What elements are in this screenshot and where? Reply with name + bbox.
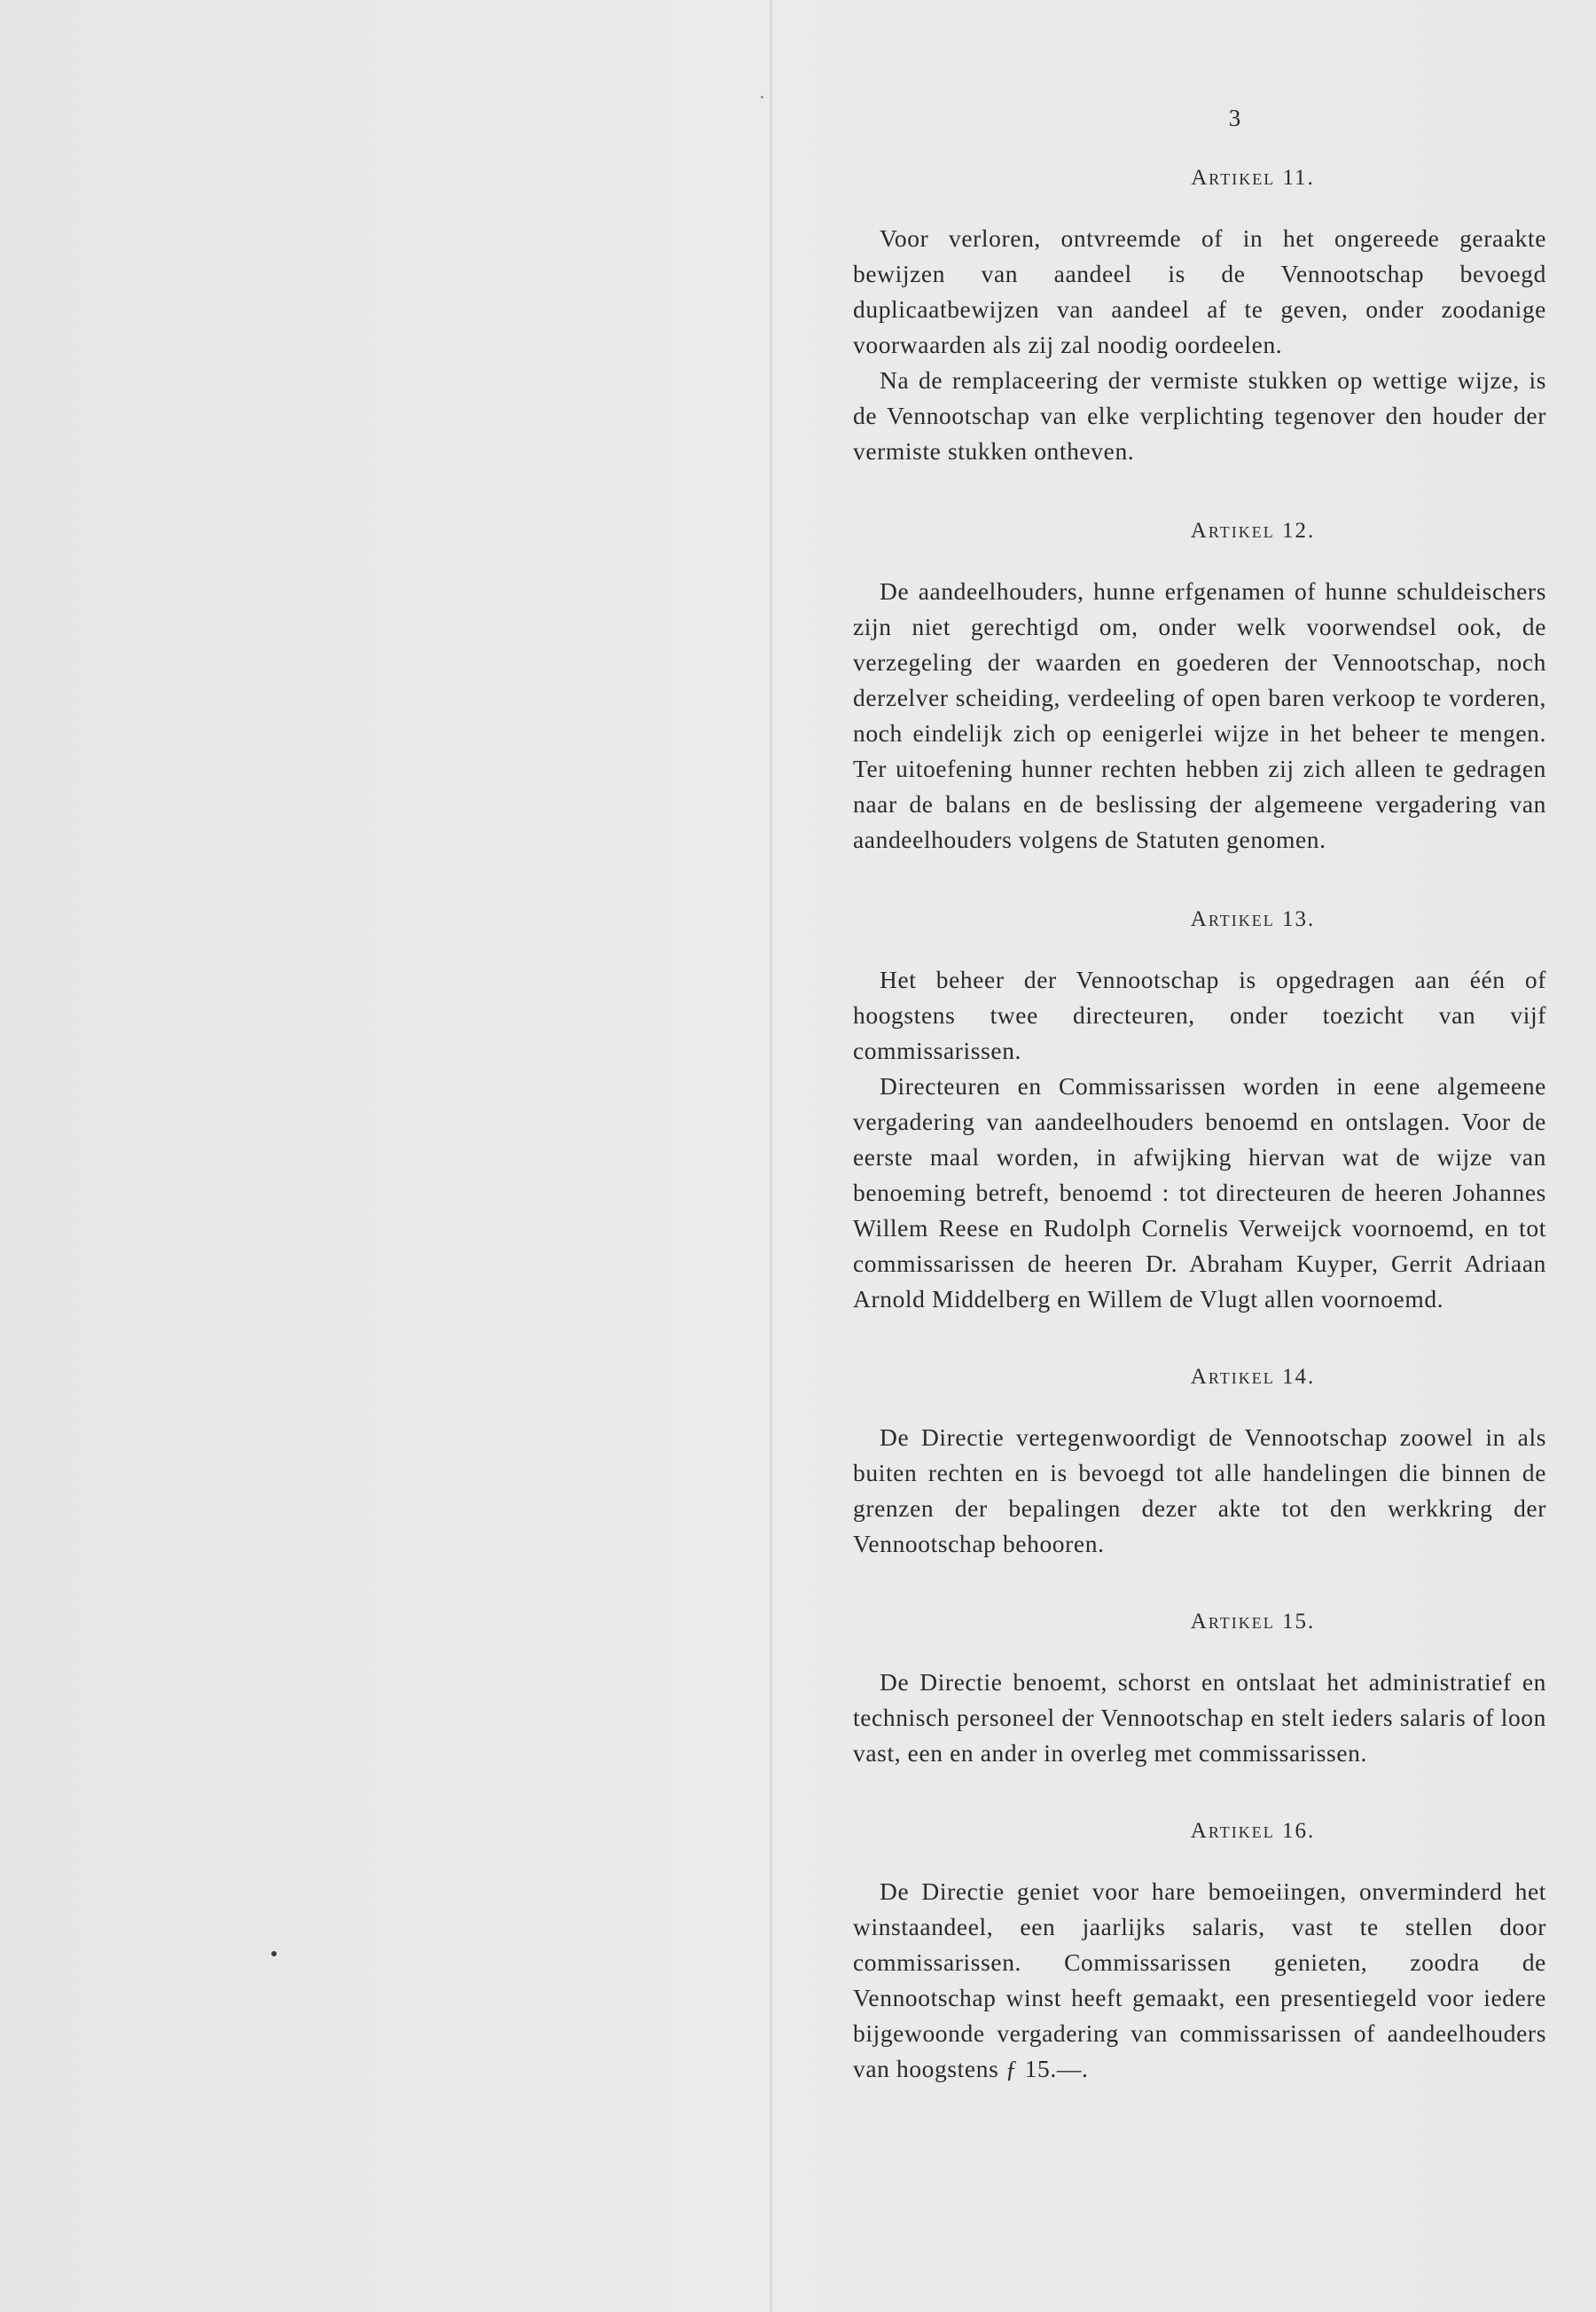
article-11 xyxy=(853,166,1546,469)
article-paragraph: Voor verloren, ontvreemde of in het ongereede geraakte bewijzen van aandeel is de Vennootschap bevoegd duplicaatbewijzen van aandeel af te geven, onder zoodanige voorwaarden als zij zal noodig oordeelen. xyxy=(853,224,1546,358)
article-heading: Artikel 14. xyxy=(1190,1365,1316,1389)
article-paragraph: De Directie geniet voor hare bemoeiingen, onverminderd het winstaandeel, een jaarlijks salaris, vast te stellen door commissarissen. Commissarissen genieten, zoodra de Vennootschap winst heeft gemaakt, een presentiegeld voor iedere bijgewoonde vergadering van commissarissen of aandeelhouders van hoogstens ƒ 15.—. xyxy=(853,1877,1546,2082)
page-number: 3 xyxy=(1228,105,1242,131)
article-heading: Artikel 12. xyxy=(1190,519,1316,543)
article-heading: Artikel 13. xyxy=(1190,907,1316,931)
article-heading: Artikel 11. xyxy=(1191,166,1315,190)
article-13 xyxy=(853,907,1546,1317)
text-column xyxy=(853,105,1546,2087)
article-12 xyxy=(853,519,1546,858)
article-paragraph: De Directie vertegenwoordigt de Vennootschap zoowel in als buiten rechten en is bevoegd tot alle handelingen die binnen de grenzen der bepalingen dezer akte tot den werkkring der Vennootschap behooren. xyxy=(853,1423,1546,1557)
article-15 xyxy=(853,1610,1546,1771)
paper-speck xyxy=(271,1951,277,1956)
page-fold-shadow xyxy=(770,0,772,2312)
article-paragraph: Na de remplaceering der vermiste stukken op wettige wijze, is de Vennootschap van elke verplichting tegenover den houder der vermiste stukken ontheven. xyxy=(853,366,1546,465)
article-paragraph: Directeuren en Commissarissen worden in eene algemeene vergadering van aandeelhouders benoemd en ontslagen. Voor de eerste maal worden, in afwijking hiervan wat de wijze van benoeming betreft, benoemd : tot directeuren de heeren Johannes Willem Reese en Rudolph Cornelis Verweijck voornoemd, en tot commissarissen de heeren Dr. Abraham Kuyper, Gerrit Adriaan Arnold Middelberg en Willem de Vlugt allen voornoemd. xyxy=(853,1072,1546,1313)
article-paragraph: De Directie benoemt, schorst en ontslaat het administratief en technisch personeel der Vennootschap en stelt ieders salaris of loon vast, een en ander in overleg met commissarissen. xyxy=(853,1668,1546,1767)
paper-speck xyxy=(761,96,763,98)
article-14 xyxy=(853,1365,1546,1562)
article-heading: Artikel 15. xyxy=(1190,1610,1316,1634)
article-heading: Artikel 16. xyxy=(1190,1819,1316,1843)
article-16 xyxy=(853,1819,1546,2087)
article-paragraph: Het beheer der Vennootschap is opgedragen aan één of hoogstens twee directeuren, onder toezicht van vijf commissarissen. xyxy=(853,966,1546,1064)
article-paragraph: De aandeelhouders, hunne erfgenamen of hunne schuldeischers zijn niet gerechtigd om, onder welk voorwendsel ook, de verzegeling der waarden en goederen der Vennootschap, noch derzelver scheiding, verdeeling of open baren verkoop te vorderen, noch eindelijk zich op eenigerlei wijze in het beheer te mengen. Ter uitoefening hunner rechten hebben zij zich alleen te gedragen naar de balans en de beslissing der algemeene vergadering van aandeelhouders volgens de Statuten genomen. xyxy=(853,577,1546,853)
